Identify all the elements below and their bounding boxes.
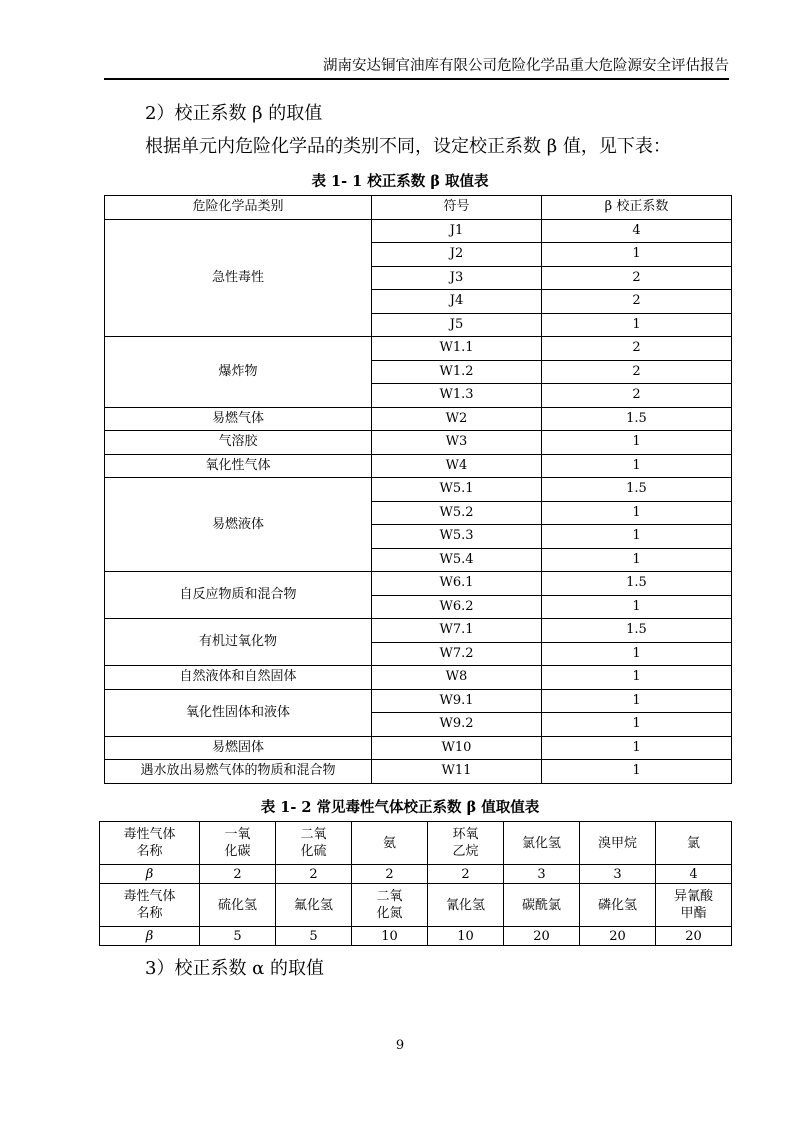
gas-name-line: 甲酯 [680,906,707,921]
gas-name-line: 二氧 [300,827,327,842]
gas-name-label-cell [100,884,200,927]
gas-name-line: 一氧 [224,827,251,842]
table-row [105,619,732,643]
beta-value-cell: 1 [542,642,732,666]
beta-value-cell: 1 [542,713,732,737]
beta-value-cell: 1 [542,595,732,619]
gas-name-line: 环氧 [452,827,479,842]
symbol-cell: W7.1 [372,619,542,643]
symbol-cell: W8 [372,666,542,690]
beta-value-cell: 2 [352,865,428,884]
table-row [105,431,732,455]
beta-value-cell: 1.5 [542,478,732,502]
table-row [105,407,732,431]
symbol-cell: J2 [372,243,542,267]
gas-name-cell [200,822,276,865]
beta-value-cell: 2 [428,865,504,884]
beta-label-cell: β [100,927,200,946]
category-cell: 遇水放出易燃气体的物质和混合物 [105,760,372,784]
category-cell: 易燃气体 [105,407,372,431]
beta-label-cell: β [100,865,200,884]
beta-value-cell: 20 [656,927,732,946]
gas-name-line: 化氮 [376,906,403,921]
category-cell: 爆炸物 [105,337,372,408]
gas-name-line: 乙烷 [452,844,479,859]
category-cell: 氧化性固体和液体 [105,689,372,736]
symbol-cell: W1.3 [372,384,542,408]
gas-name-line: 磷化氢 [597,897,637,913]
gas-name-cell [580,884,656,927]
table-header-row [105,196,732,220]
beta-value-cell: 1 [542,454,732,478]
table-row [105,666,732,690]
gas-name-line: 氨 [382,835,396,851]
beta-coefficient-table [104,195,732,784]
label-line: 毒性气体 [123,827,176,842]
beta-value-cell: 1 [542,525,732,549]
table-header-cell: 危险化学品类别 [105,196,372,220]
beta-value-cell: 1.5 [542,407,732,431]
label-line: 名称 [136,844,163,859]
beta-value-cell: 1 [542,501,732,525]
beta-value-row [100,865,732,884]
table-header-cell: 符号 [372,196,542,220]
symbol-cell: W7.2 [372,642,542,666]
symbol-cell: W5.4 [372,548,542,572]
gas-name-line: 硫化氢 [217,897,257,913]
beta-value-cell: 1.5 [542,572,732,596]
beta-value-cell: 20 [504,927,580,946]
symbol-cell: W1.2 [372,360,542,384]
beta-value-cell: 4 [656,865,732,884]
table-row [105,454,732,478]
symbol-cell: W2 [372,407,542,431]
section-heading-alpha: 3）校正系数 α 的取值 [145,958,325,979]
page-number: 9 [395,1038,405,1053]
symbol-cell: J5 [372,313,542,337]
gas-name-cell [200,884,276,927]
table1-caption: 表 1- 1 校正系数 β 取值表 [311,173,489,190]
section-heading-beta: 2）校正系数 β 的取值 [145,103,323,124]
beta-value-cell: 2 [542,337,732,361]
symbol-cell: W6.1 [372,572,542,596]
symbol-cell: W10 [372,736,542,760]
gas-name-line: 化硫 [300,844,327,859]
symbol-cell: W3 [372,431,542,455]
gas-name-cell [428,822,504,865]
beta-value-cell: 1 [542,689,732,713]
category-cell: 有机过氧化物 [105,619,372,666]
beta-value-cell: 20 [580,927,656,946]
gas-name-line: 氯化氢 [521,835,561,851]
beta-value-cell: 1 [542,243,732,267]
gas-name-cell [276,822,352,865]
gas-name-line: 二氧 [376,889,403,904]
category-cell: 易燃固体 [105,736,372,760]
symbol-cell: W11 [372,760,542,784]
gas-name-line: 碳酰氯 [521,897,561,913]
gas-name-cell [352,822,428,865]
symbol-cell: J3 [372,266,542,290]
label-line: 毒性气体 [123,889,176,904]
beta-value-cell: 2 [200,865,276,884]
table-row [105,337,732,361]
beta-value-cell: 3 [580,865,656,884]
gas-name-line: 氟化氢 [293,897,333,913]
symbol-cell: W6.2 [372,595,542,619]
gas-name-cell [352,884,428,927]
gas-name-cell [276,884,352,927]
table-row [105,572,732,596]
symbol-cell: W4 [372,454,542,478]
gas-name-line: 溴甲烷 [597,835,637,851]
beta-value-cell: 1 [542,760,732,784]
gas-name-cell [580,822,656,865]
beta-value-cell: 5 [200,927,276,946]
gas-name-line: 氯 [686,835,700,851]
beta-value-cell: 4 [542,219,732,243]
beta-value-cell: 2 [542,290,732,314]
table-row [105,219,732,243]
table-header-cell: β 校正系数 [542,196,732,220]
table2-caption: 表 1- 2 常见毒性气体校正系数 β 值取值表 [260,799,540,816]
category-cell: 自反应物质和混合物 [105,572,372,619]
gas-name-cell [504,822,580,865]
category-cell: 气溶胶 [105,431,372,455]
symbol-cell: W9.1 [372,689,542,713]
symbol-cell: W9.2 [372,713,542,737]
beta-value-cell: 1 [542,548,732,572]
beta-value-cell: 1 [542,736,732,760]
category-cell: 急性毒性 [105,219,372,337]
gas-name-cell [504,884,580,927]
symbol-cell: J4 [372,290,542,314]
gas-name-row [100,884,732,927]
gas-name-cell [656,822,732,865]
beta-value-cell: 5 [276,927,352,946]
symbol-cell: W5.3 [372,525,542,549]
label-line: 名称 [136,906,163,921]
gas-name-line: 氰化氢 [445,897,485,913]
category-cell: 氧化性气体 [105,454,372,478]
beta-value-cell: 10 [352,927,428,946]
toxic-gas-beta-table [99,821,732,946]
gas-name-cell [428,884,504,927]
gas-name-cell [656,884,732,927]
beta-value-cell: 1.5 [542,619,732,643]
table-row [105,736,732,760]
table-row [105,689,732,713]
intro-paragraph: 根据单元内危险化学品的类别不同，设定校正系数 β 值，见下表： [145,136,671,157]
gas-name-line: 化碳 [224,844,251,859]
gas-name-row [100,822,732,865]
beta-value-row [100,927,732,946]
beta-value-cell: 3 [504,865,580,884]
category-cell: 易燃液体 [105,478,372,572]
beta-value-cell: 2 [276,865,352,884]
symbol-cell: J1 [372,219,542,243]
symbol-cell: W5.1 [372,478,542,502]
beta-value-cell: 1 [542,431,732,455]
beta-value-cell: 1 [542,313,732,337]
gas-name-line: 异氰酸 [673,889,713,904]
beta-value-cell: 2 [542,360,732,384]
beta-value-cell: 10 [428,927,504,946]
category-cell: 自然液体和自然固体 [105,666,372,690]
gas-name-label-cell [100,822,200,865]
symbol-cell: W5.2 [372,501,542,525]
page-header: 湖南安达铜官油库有限公司危险化学品重大危险源安全评估报告 [104,54,729,80]
symbol-cell: W1.1 [372,337,542,361]
table-row [105,760,732,784]
beta-value-cell: 2 [542,384,732,408]
beta-value-cell: 1 [542,666,732,690]
beta-value-cell: 2 [542,266,732,290]
table-row [105,478,732,502]
